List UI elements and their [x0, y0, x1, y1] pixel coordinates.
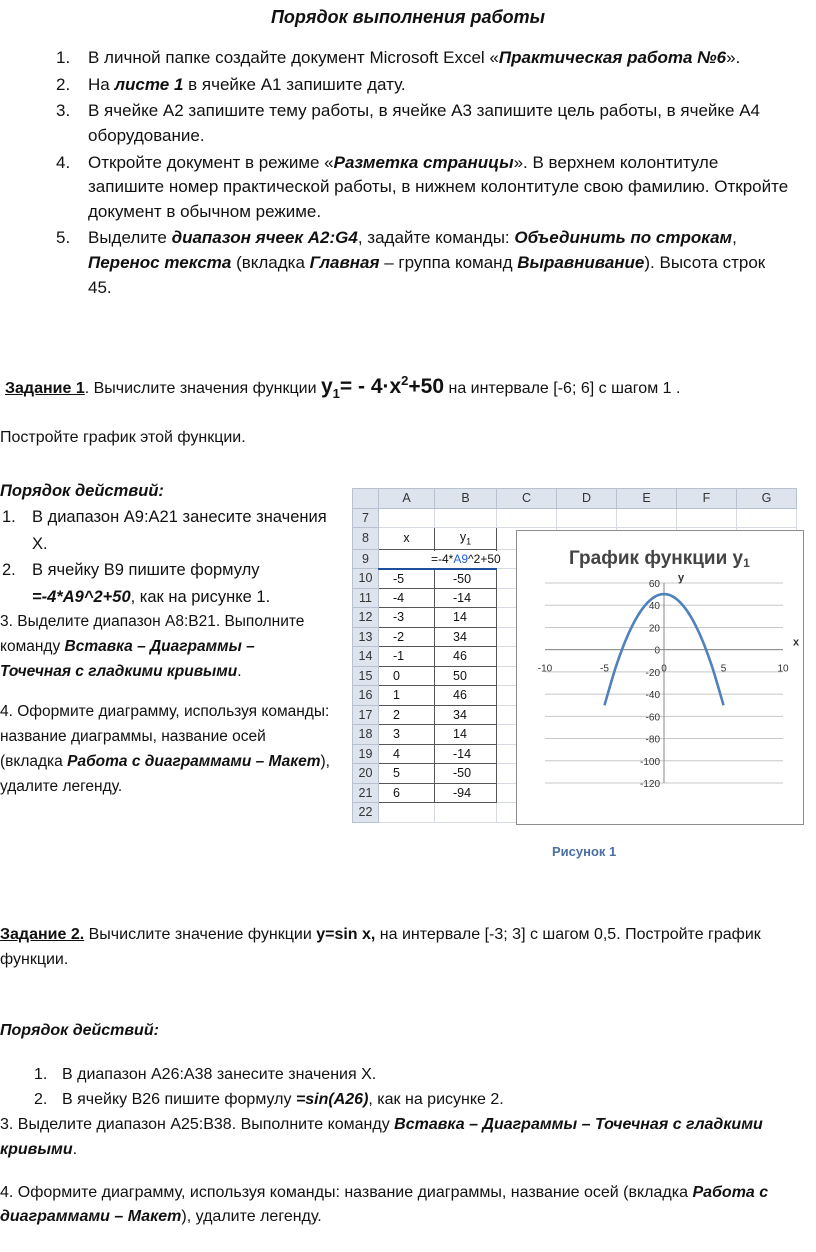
row-header[interactable]: 13 [353, 627, 379, 647]
task2-order-title: Порядок действий: [0, 1021, 159, 1039]
order-step-1: 1. В диапазон А9:А21 занесите значения Х. [2, 508, 327, 553]
y-tick-label: -60 [645, 712, 660, 724]
y-tick-label: -40 [645, 690, 660, 702]
order-title: Порядок действий: [0, 482, 164, 500]
x-tick-label: -10 [537, 663, 553, 675]
sheet-cell[interactable] [557, 508, 617, 528]
step-5: 5. Выделите диапазон ячеек А2:G4, задайте команды: Объединить по строкам, Перенос текста (вкладка Главная – группа команд Выравнивание). Высота строк 45. [56, 228, 766, 297]
sheet-cell[interactable]: $y_1$ [435, 528, 497, 550]
row-header[interactable]: 11 [353, 588, 379, 608]
step-number: 5. [56, 228, 71, 248]
sheet-cell[interactable]: -50 [435, 569, 497, 589]
sheet-cell[interactable]: 3 [379, 725, 435, 745]
task2-step-3: 3. Выделите диапазон А25:В38. Выполните команду Вставка – Диаграммы – Точечная с гладкими кривыми. [0, 1115, 763, 1158]
sheet-cell[interactable] [497, 508, 557, 528]
chart-panel[interactable] [516, 530, 804, 825]
sheet-cell[interactable] [617, 508, 677, 528]
task1-heading: Задание 1. Вычислите значения функции $y_1= - 4\cdot x^2+50$ на интервале [-6; 6] с шагом 1 . [5, 373, 681, 402]
row-header[interactable]: 8 [353, 528, 379, 550]
sheet-cell[interactable]: -50 [435, 764, 497, 784]
row-header[interactable]: 16 [353, 686, 379, 706]
sheet-cell[interactable] [737, 508, 797, 528]
task2-step-4: 4. Оформите диаграмму, используя команды: название диаграммы, название осей (вкладка Работа с диаграммами – Макет), удалите легенду. [0, 1183, 769, 1226]
task1-subline: Постройте график этой функции. [0, 429, 246, 446]
row-header[interactable]: 20 [353, 764, 379, 784]
y-tick-label: 20 [648, 623, 660, 635]
sheet-cell[interactable] [379, 549, 435, 569]
y-tick-label: -120 [639, 779, 660, 790]
x-tick-label: 0 [661, 663, 667, 675]
corner-cell[interactable] [353, 489, 379, 509]
sheet-cell[interactable]: 34 [435, 627, 497, 647]
sheet-cell[interactable] [435, 508, 497, 528]
x-tick-label: 10 [777, 663, 789, 675]
task1-formula: $y_1= - 4\cdot x^2+50$ [320, 373, 445, 402]
y-tick-label: 0 [654, 645, 660, 657]
function-chart [517, 531, 803, 824]
row-header[interactable]: 22 [353, 803, 379, 823]
formula-text: =-4*A9^2+50 [431, 551, 501, 568]
step-1: 1. В личной папке создайте документ Microsoft Excel «Практическая работа №6». [50, 46, 790, 71]
order-step-2: 2. В ячейку В9 пишите формулу =-4*А9^2+50, как на рисунке 1. [2, 561, 271, 606]
task2-step-2: 2. В ячейку В26 пишите формулу =sin(A26), как на рисунке 2. [34, 1091, 504, 1109]
sheet-cell[interactable]: 1 [379, 686, 435, 706]
sheet-cell[interactable] [379, 803, 435, 823]
task2-heading: Задание 2. Вычислите значение функции y=sin x, на интервале [-3; 3] с шагом 0,5. Постройте график функции. [0, 926, 761, 968]
sheet-cell[interactable]: 2 [379, 705, 435, 725]
y-tick-label: 60 [648, 579, 660, 590]
sheet-cell[interactable]: -14 [435, 744, 497, 764]
row-header[interactable]: 19 [353, 744, 379, 764]
sheet-cell[interactable] [435, 803, 497, 823]
order-step-3: 3. Выделите диапазон А8:В21. Выполните команду Вставка – Диаграммы – Точечная с гладкими кривыми. [0, 612, 305, 680]
step-number: 1. [56, 48, 71, 67]
column-header[interactable]: D [557, 489, 617, 509]
sheet-cell[interactable]: 0 [379, 666, 435, 686]
chart-title: График функции y1 [569, 548, 750, 570]
column-header[interactable]: A [379, 489, 435, 509]
sheet-cell[interactable]: 4 [379, 744, 435, 764]
row-header[interactable]: 21 [353, 783, 379, 803]
y-tick-label: -100 [639, 756, 660, 768]
y-tick-label: -20 [645, 667, 660, 679]
x-tick-label: -5 [600, 663, 609, 675]
sheet-cell[interactable]: 46 [435, 647, 497, 667]
order-step-4: 4. Оформите диаграмму, используя команды: название диаграммы, название осей (вкладка Работа с диаграммами – Макет), удалите легенду. [0, 703, 330, 795]
y-axis-label: y [678, 572, 685, 584]
sheet-cell[interactable]: x [379, 528, 435, 550]
row-header[interactable]: 7 [353, 508, 379, 528]
column-header[interactable]: F [677, 489, 737, 509]
x-axis-label: x [793, 636, 800, 649]
column-header[interactable]: B [435, 489, 497, 509]
x-tick-label: 5 [720, 663, 727, 675]
step-4: 4. Откройте документ в режиме «Разметка страницы». В верхнем колонтитуле запишите номер практической работы, в нижнем колонтитуле свою фамилию. Откройте документ в обычном режиме. [56, 152, 789, 221]
row-header[interactable]: 9 [353, 549, 379, 569]
sheet-cell[interactable]: -5 [379, 569, 435, 589]
row-header[interactable]: 14 [353, 647, 379, 667]
y-tick-label: -80 [645, 734, 660, 746]
sheet-cell[interactable]: -1 [379, 647, 435, 667]
row-header[interactable]: 12 [353, 608, 379, 628]
sheet-cell[interactable] [677, 508, 737, 528]
sheet-cell[interactable]: 6 [379, 783, 435, 803]
sheet-cell[interactable]: 14 [435, 608, 497, 628]
column-header[interactable]: C [497, 489, 557, 509]
step-2: 2. На листе 1 в ячейке А1 запишите дату. [50, 73, 790, 98]
step-number: 2. [56, 74, 71, 94]
sheet-cell[interactable]: -94 [435, 783, 497, 803]
column-header[interactable]: G [737, 489, 797, 509]
sheet-cell[interactable]: -14 [435, 588, 497, 608]
step-3: 3. В ячейке А2 запишите тему работы, в ячейке А3 запишите цель работы, в ячейке А4 оборудование. [56, 101, 761, 145]
row-header[interactable]: 15 [353, 666, 379, 686]
sheet-cell[interactable]: 50 [435, 666, 497, 686]
figure-caption: Рисунок 1 [552, 844, 617, 859]
row-header[interactable]: 17 [353, 705, 379, 725]
sheet-cell[interactable] [431, 549, 501, 569]
row-header[interactable]: 10 [353, 569, 379, 589]
row-header[interactable]: 18 [353, 725, 379, 745]
step-number: 3. [56, 101, 71, 121]
task2-section [0, 923, 800, 1230]
y-tick-label: 40 [648, 601, 660, 613]
task2-step-1: 1. В диапазон А26:А38 занесите значения Х. [34, 1066, 377, 1084]
sheet-cell[interactable]: 46 [435, 686, 497, 706]
sheet-cell[interactable]: 34 [435, 705, 497, 725]
sheet-cell[interactable]: -4 [379, 588, 435, 608]
sheet-row [353, 508, 797, 528]
sheet-cell[interactable]: -2 [379, 627, 435, 647]
step-number: 4. [56, 152, 71, 172]
sheet-cell[interactable]: -3 [379, 608, 435, 628]
column-header[interactable]: E [617, 489, 677, 509]
sheet-cell[interactable]: 5 [379, 764, 435, 784]
task1-order [0, 478, 330, 800]
page-title: Порядок выполнения работы [270, 7, 546, 27]
instruction-steps [50, 46, 790, 302]
sheet-cell[interactable]: 14 [435, 725, 497, 745]
sheet-cell[interactable] [379, 508, 435, 528]
